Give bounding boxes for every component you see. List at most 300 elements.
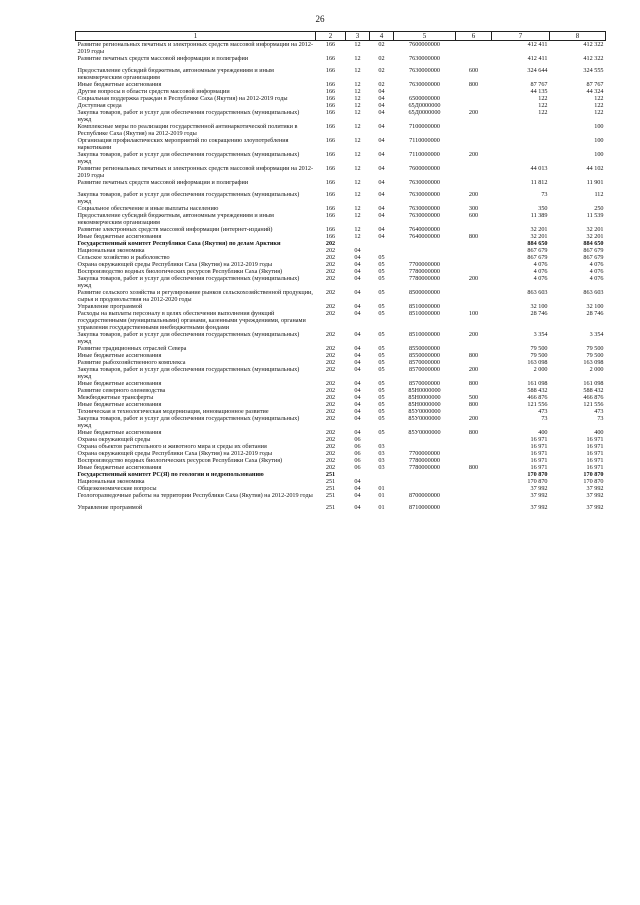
amount-year-2-cell: 44 324	[586, 88, 604, 95]
expense-type-cell	[456, 261, 492, 268]
expense-type-cell	[456, 492, 492, 499]
page-number: 26	[315, 14, 325, 24]
budget-table	[75, 31, 606, 511]
amount-year-2-cell: 16 971	[586, 464, 604, 471]
target-item-cell: 7100000000	[409, 123, 440, 130]
expense-type-cell	[456, 345, 492, 352]
row-name-cell: Охрана окружающей среды Республики Саха (Якутия) на 2012-2019 годы	[77, 450, 272, 457]
amount-year-2-cell: 37 992	[586, 485, 604, 492]
target-item-cell: 85У0000000	[408, 408, 441, 415]
amount-year-2-cell: 4 076	[589, 275, 604, 282]
table-row	[76, 499, 606, 511]
section-code-cell: 04	[354, 261, 361, 268]
expense-type-cell: 600	[468, 212, 479, 219]
subsection-code-cell: 01	[378, 504, 385, 511]
row-name-cell: Государственный комитет Республики Саха (Якутия) по делам Арктики	[77, 240, 281, 247]
expense-type-cell: 800	[468, 81, 479, 88]
subsection-code-cell: 04	[378, 95, 385, 102]
amount-year-1-cell: 3 354	[533, 331, 548, 338]
table-row	[76, 247, 606, 254]
subsection-code-cell: 04	[378, 109, 385, 116]
ministry-code-cell: 202	[325, 345, 336, 352]
row-name-cell: Развитие региональных печатных и электронных средств массовой информации на 2012-2019 годы	[77, 165, 314, 179]
amount-year-2-cell: 121 556	[583, 401, 604, 408]
target-item-cell: 85У0000000	[408, 429, 441, 436]
expense-type-cell	[456, 289, 492, 303]
subsection-code-cell: 04	[378, 233, 385, 240]
ministry-code-cell: 166	[325, 212, 336, 219]
section-code-cell: 04	[354, 303, 361, 310]
row-name-cell: Социальное обеспечение и иные выплаты населению	[77, 205, 219, 212]
column-header: 2	[316, 32, 346, 41]
section-code-cell: 12	[354, 81, 361, 88]
section-code-cell: 12	[354, 55, 361, 62]
subsection-code-cell: 04	[378, 226, 385, 233]
ministry-code-cell: 202	[325, 310, 336, 317]
expense-type-cell	[456, 499, 492, 511]
row-name-cell: Развитие сельского хозяйства и регулирование рынков сельскохозяйственной продукции, сырья и продовольствия на 2012-2020 годы	[77, 289, 313, 303]
ministry-code-cell: 166	[325, 233, 336, 240]
table-row	[76, 226, 606, 233]
target-item-cell: 7600000000	[409, 165, 440, 172]
target-item-cell: 6500000000	[409, 95, 440, 102]
expense-type-cell: 200	[468, 151, 479, 158]
ministry-code-cell: 202	[325, 268, 336, 275]
subsection-code-cell: 05	[378, 303, 385, 310]
amount-year-2-cell: 11 539	[586, 212, 604, 219]
section-code-cell: 12	[354, 41, 361, 48]
table-row	[76, 331, 606, 345]
target-item-cell: 7700000000	[409, 261, 440, 268]
row-name-cell: Сельское хозяйство и рыболовство	[77, 254, 170, 261]
row-name-cell: Геологоразведочные работы на территории Республики Саха (Якутия) на 2012-2019 годы	[77, 492, 313, 499]
row-name-cell: Развитие печатных средств массовой информации и полиграфии	[77, 179, 249, 186]
expense-type-cell	[456, 408, 492, 415]
table-row	[76, 179, 606, 186]
expense-type-cell: 800	[468, 380, 479, 387]
amount-year-2-cell: 412 322	[583, 41, 604, 48]
column-header: 7	[492, 32, 550, 41]
section-code-cell: 12	[354, 88, 361, 95]
ministry-code-cell: 166	[325, 226, 336, 233]
table-row	[76, 88, 606, 95]
ministry-code-cell: 202	[325, 464, 336, 471]
section-code-cell: 06	[354, 436, 361, 443]
target-item-cell: 7780000000	[409, 275, 440, 282]
section-code-cell: 06	[354, 443, 361, 450]
target-item-cell: 8510000000	[409, 303, 440, 310]
table-row	[76, 352, 606, 359]
subsection-code-cell: 05	[378, 261, 385, 268]
row-name-cell: Иные бюджетные ассигнования	[77, 380, 162, 387]
expense-type-cell: 200	[468, 415, 479, 422]
ministry-code-cell: 202	[325, 261, 336, 268]
ministry-code-cell: 202	[325, 394, 336, 401]
section-code-cell: 12	[354, 233, 361, 240]
amount-year-2-cell: 170 870	[583, 471, 604, 478]
amount-year-2-cell: 161 098	[583, 380, 604, 387]
amount-year-1-cell: 324 644	[527, 67, 548, 74]
amount-year-2-cell: 73	[597, 415, 604, 422]
target-item-cell	[394, 485, 456, 492]
target-item-cell: 8550000000	[409, 352, 440, 359]
amount-year-1-cell: 122	[538, 95, 548, 102]
subsection-code-cell: 05	[378, 310, 385, 317]
ministry-code-cell: 202	[325, 352, 336, 359]
ministry-code-cell: 202	[325, 359, 336, 366]
table-row	[76, 359, 606, 366]
section-code-cell: 04	[354, 415, 361, 422]
target-item-cell: 7630000000	[409, 55, 440, 62]
subsection-code-cell: 02	[378, 67, 385, 74]
table-row	[76, 268, 606, 275]
section-code-cell: 04	[354, 275, 361, 282]
subsection-code-cell: 04	[378, 137, 385, 144]
ministry-code-cell: 166	[325, 102, 336, 109]
amount-year-2-cell: 79 500	[586, 352, 604, 359]
subsection-code-cell: 05	[378, 366, 385, 373]
subsection-code-cell: 04	[378, 151, 385, 158]
row-name-cell: Национальная экономика	[77, 247, 145, 254]
target-item-cell: 7640000000	[409, 233, 440, 240]
ministry-code-cell: 202	[325, 247, 336, 254]
table-row	[76, 233, 606, 240]
ministry-code-cell: 202	[325, 436, 336, 443]
row-name-cell: Охрана окружающей среды Республики Саха (Якутия) на 2012-2019 годы	[77, 261, 272, 268]
section-code-cell: 04	[354, 408, 361, 415]
table-row	[76, 415, 606, 429]
table-header-row	[76, 32, 606, 41]
section-code-cell: 12	[354, 165, 361, 172]
target-item-cell: 7780000000	[409, 268, 440, 275]
row-name-cell: Национальная экономика	[77, 478, 145, 485]
table-row	[76, 492, 606, 499]
table-row	[76, 366, 606, 380]
row-name-cell: Управление программой	[77, 504, 143, 511]
target-item-cell: 85Н0000000	[408, 401, 441, 408]
section-code-cell: 04	[354, 504, 361, 511]
amount-year-1-cell: 16 971	[530, 450, 548, 457]
section-code-cell: 12	[354, 179, 361, 186]
subsection-code-cell: 02	[378, 41, 385, 48]
subsection-code-cell: 04	[378, 205, 385, 212]
expense-type-cell	[456, 226, 492, 233]
row-name-cell: Воспроизводство водных биологических ресурсов Республики Саха (Якутия)	[77, 457, 283, 464]
table-row	[76, 380, 606, 387]
expense-type-cell: 200	[468, 331, 479, 338]
amount-year-2-cell: 16 971	[586, 436, 604, 443]
subsection-code-cell: 05	[378, 380, 385, 387]
amount-year-2-cell: 884 650	[583, 240, 604, 247]
ministry-code-cell: 166	[325, 95, 336, 102]
target-item-cell: 65Д0000000	[408, 109, 441, 116]
row-name-cell: Закупка товаров, работ и услуг для обеспечения государственных (муниципальных) нужд	[77, 415, 300, 429]
amount-year-2-cell: 867 679	[583, 254, 604, 261]
table-row	[76, 478, 606, 485]
section-code-cell: 12	[354, 151, 361, 158]
row-name-cell: Комплексные меры по реализации государственной антинаркотической политики в Республике Саха (Якутия) на 2012-2019 годы	[77, 123, 298, 137]
ministry-code-cell: 251	[325, 478, 336, 485]
amount-year-2-cell: 44 102	[586, 165, 604, 172]
expense-type-cell: 200	[468, 275, 479, 282]
table-row	[76, 254, 606, 261]
ministry-code-cell: 166	[325, 67, 336, 74]
row-name-cell: Иные бюджетные ассигнования	[77, 81, 162, 88]
target-item-cell: 7600000000	[409, 41, 440, 48]
table-row	[76, 310, 606, 331]
table-row	[76, 261, 606, 268]
subsection-code-cell: 02	[378, 55, 385, 62]
subsection-code-cell: 04	[378, 212, 385, 219]
ministry-code-cell: 202	[325, 443, 336, 450]
section-code-cell: 04	[354, 401, 361, 408]
row-name-cell: Организация профилактических мероприятий по сокращению злоупотребления наркотиками	[77, 137, 289, 151]
section-code-cell: 04	[354, 380, 361, 387]
target-item-cell: 7110000000	[409, 137, 440, 144]
subsection-code-cell: 05	[378, 429, 385, 436]
table-row	[76, 436, 606, 443]
amount-year-2-cell: 163 098	[583, 359, 604, 366]
target-item-cell: 7110000000	[409, 151, 440, 158]
section-code-cell: 04	[354, 310, 361, 317]
expense-type-cell	[456, 450, 492, 457]
section-code-cell: 04	[354, 289, 361, 296]
table-row	[76, 275, 606, 289]
amount-year-1-cell: 44 013	[530, 165, 548, 172]
target-item-cell: 7630000000	[409, 212, 440, 219]
target-item-cell: 8570000000	[409, 366, 440, 373]
amount-year-2-cell: 100	[594, 151, 604, 158]
row-name-cell: Техническая и технологическая модернизация, инновационное развитие	[77, 408, 269, 415]
amount-year-1-cell: 87 767	[530, 81, 548, 88]
section-code-cell: 04	[354, 394, 361, 401]
ministry-code-cell: 202	[325, 450, 336, 457]
table-row	[76, 81, 606, 88]
target-item-cell: 8510000000	[409, 310, 440, 317]
row-name-cell: Закупка товаров, работ и услуг для обеспечения государственных (муниципальных) нужд	[77, 275, 300, 289]
amount-year-2-cell: 32 201	[586, 226, 604, 233]
row-name-cell: Доступная среда	[77, 102, 122, 109]
expense-type-cell: 800	[468, 352, 479, 359]
amount-year-1-cell: 350	[538, 205, 548, 212]
section-code-cell: 04	[354, 485, 361, 492]
amount-year-1-cell: 863 603	[527, 289, 548, 296]
ministry-code-cell: 202	[325, 366, 336, 373]
section-code-cell: 04	[354, 492, 361, 499]
amount-year-1-cell: 32 100	[530, 303, 548, 310]
amount-year-2-cell: 250	[594, 205, 604, 212]
target-item-cell: 85У0000000	[408, 415, 441, 422]
amount-year-2-cell: 16 971	[586, 443, 604, 450]
section-code-cell: 04	[354, 268, 361, 275]
subsection-code-cell: 05	[378, 408, 385, 415]
ministry-code-cell: 251	[325, 504, 336, 511]
expense-type-cell	[456, 88, 492, 95]
ministry-code-cell: 166	[325, 41, 336, 48]
amount-year-2-cell: 4 076	[589, 268, 604, 275]
column-header: 4	[370, 32, 394, 41]
section-code-cell: 04	[354, 478, 361, 485]
target-item-cell: 7780000000	[409, 457, 440, 464]
subsection-code-cell: 04	[378, 191, 385, 198]
table-row	[76, 240, 606, 247]
target-item-cell: 8510000000	[409, 331, 440, 338]
table-row	[76, 471, 606, 478]
amount-year-1-cell: 4 076	[533, 275, 548, 282]
row-name-cell: Закупка товаров, работ и услуг для обеспечения государственных (муниципальных) нужд	[77, 151, 300, 165]
ministry-code-cell: 202	[325, 303, 336, 310]
expense-type-cell	[456, 179, 492, 186]
target-item-cell: 8570000000	[409, 359, 440, 366]
amount-year-2-cell: 37 992	[586, 504, 604, 511]
target-item-cell: 7630000000	[409, 67, 440, 74]
subsection-code-cell: 05	[378, 352, 385, 359]
ministry-code-cell: 202	[325, 415, 336, 422]
amount-year-1-cell: 73	[541, 191, 548, 198]
amount-year-1-cell: 32 201	[530, 226, 548, 233]
subsection-code-cell: 05	[378, 387, 385, 394]
row-name-cell: Социальная поддержка граждан в Республике Саха (Якутия) на 2012-2019 годы	[77, 95, 288, 102]
subsection-code-cell: 05	[378, 394, 385, 401]
amount-year-2-cell: 112	[594, 191, 604, 198]
expense-type-cell	[456, 123, 492, 137]
table-row	[76, 450, 606, 457]
expense-type-cell	[456, 303, 492, 310]
row-name-cell: Развитие региональных печатных и электронных средств массовой информации на 2012-2019 годы	[77, 41, 314, 55]
section-code-cell: 12	[354, 123, 361, 130]
target-item-cell: 7630000000	[409, 81, 440, 88]
table-row	[76, 464, 606, 471]
row-name-cell: Закупка товаров, работ и услуг для обеспечения государственных (муниципальных) нужд	[77, 109, 300, 123]
table-row	[76, 401, 606, 408]
row-name-cell: Другие вопросы в области средств массовой информации	[77, 88, 230, 95]
column-header: 6	[456, 32, 492, 41]
amount-year-1-cell: 16 971	[530, 436, 548, 443]
table-row	[76, 345, 606, 352]
target-item-cell: 8570000000	[409, 380, 440, 387]
ministry-code-cell: 166	[325, 109, 336, 116]
subsection-code-cell: 03	[378, 457, 385, 464]
target-item-cell: 7630000000	[409, 205, 440, 212]
amount-year-1-cell: 44 135	[530, 88, 548, 95]
row-name-cell: Общеэкономические вопросы	[77, 485, 157, 492]
table-row	[76, 55, 606, 62]
amount-year-2-cell: 87 767	[586, 81, 604, 88]
section-code-cell: 12	[354, 226, 361, 233]
table-row	[76, 137, 606, 151]
ministry-code-cell: 166	[325, 151, 336, 158]
row-name-cell: Развитие северного оленеводства	[77, 387, 166, 394]
amount-year-1-cell: 170 870	[527, 471, 548, 478]
row-name-cell: Предоставление субсидий бюджетным, автономным учреждениям и иным некоммерческим организациям	[77, 212, 274, 226]
ministry-code-cell: 166	[325, 179, 336, 186]
section-code-cell: 12	[354, 212, 361, 219]
amount-year-2-cell: 28 746	[586, 310, 604, 317]
subsection-code-cell: 05	[378, 254, 385, 261]
expense-type-cell: 200	[468, 109, 479, 116]
ministry-code-cell: 202	[325, 387, 336, 394]
amount-year-1-cell: 73	[541, 415, 548, 422]
target-item-cell: 65Д0000000	[408, 102, 441, 109]
table-row	[76, 429, 606, 436]
subsection-code-cell: 01	[378, 492, 385, 499]
subsection-code-cell	[370, 436, 394, 443]
amount-year-1-cell: 122	[538, 102, 548, 109]
subsection-code-cell: 05	[378, 345, 385, 352]
subsection-code-cell: 04	[378, 102, 385, 109]
target-item-cell: 7780000000	[409, 464, 440, 471]
target-item-cell: 85Н0000000	[408, 387, 441, 394]
subsection-code-cell: 05	[378, 289, 385, 296]
amount-year-1-cell: 2 000	[533, 366, 548, 373]
table-row	[76, 303, 606, 310]
amount-year-1-cell: 32 201	[530, 233, 548, 240]
ministry-code-cell: 202	[325, 401, 336, 408]
expense-type-cell	[456, 359, 492, 366]
amount-year-2-cell: 588 432	[583, 387, 604, 394]
ministry-code-cell: 166	[325, 137, 336, 144]
subsection-code-cell: 01	[378, 485, 385, 492]
table-row	[76, 485, 606, 492]
section-code-cell: 04	[354, 359, 361, 366]
subsection-code-cell: 04	[378, 179, 385, 186]
target-item-cell: 7640000000	[409, 226, 440, 233]
column-header: 1	[76, 32, 316, 41]
section-code-cell: 04	[354, 254, 361, 261]
row-name-cell: Иные бюджетные ассигнования	[77, 464, 162, 471]
ministry-code-cell: 202	[325, 240, 336, 247]
row-name-cell: Развитие рыбохозяйственного комплекса	[77, 359, 186, 366]
row-name-cell: Закупка товаров, работ и услуг для обеспечения государственных (муниципальных) нужд	[77, 331, 300, 345]
target-item-cell	[394, 247, 456, 254]
column-header: 8	[550, 32, 606, 41]
table-row	[76, 95, 606, 102]
amount-year-1-cell: 16 971	[530, 464, 548, 471]
table-row	[76, 62, 606, 81]
subsection-code-cell: 03	[378, 443, 385, 450]
expense-type-cell	[456, 485, 492, 492]
row-name-cell: Иные бюджетные ассигнования	[77, 429, 162, 436]
subsection-code-cell: 02	[378, 81, 385, 88]
subsection-code-cell: 05	[378, 331, 385, 338]
amount-year-2-cell: 466 876	[583, 394, 604, 401]
amount-year-1-cell: 466 876	[527, 394, 548, 401]
subsection-code-cell: 05	[378, 275, 385, 282]
amount-year-1-cell: 867 679	[527, 247, 548, 254]
amount-year-1-cell	[492, 137, 550, 151]
expense-type-cell: 800	[468, 429, 479, 436]
expense-type-cell: 300	[468, 205, 479, 212]
amount-year-1-cell: 16 971	[530, 443, 548, 450]
expense-type-cell: 800	[468, 233, 479, 240]
amount-year-2-cell: 100	[594, 137, 604, 144]
row-name-cell: Закупка товаров, работ и услуг для обеспечения государственных (муниципальных) нужд	[77, 366, 300, 380]
amount-year-2-cell: 16 971	[586, 457, 604, 464]
table-row	[76, 394, 606, 401]
amount-year-1-cell: 122	[538, 109, 548, 116]
ministry-code-cell: 202	[325, 429, 336, 436]
table-row	[76, 109, 606, 123]
ministry-code-cell: 166	[325, 55, 336, 62]
subsection-code-cell: 04	[378, 123, 385, 130]
subsection-code-cell	[370, 247, 394, 254]
table-row	[76, 289, 606, 303]
expense-type-cell	[456, 254, 492, 261]
target-item-cell	[394, 436, 456, 443]
row-name-cell: Предоставление субсидий бюджетным, автономным учреждениям и иным некоммерческим организациям	[77, 67, 274, 81]
amount-year-1-cell	[492, 123, 550, 137]
row-name-cell: Иные бюджетные ассигнования	[77, 401, 162, 408]
